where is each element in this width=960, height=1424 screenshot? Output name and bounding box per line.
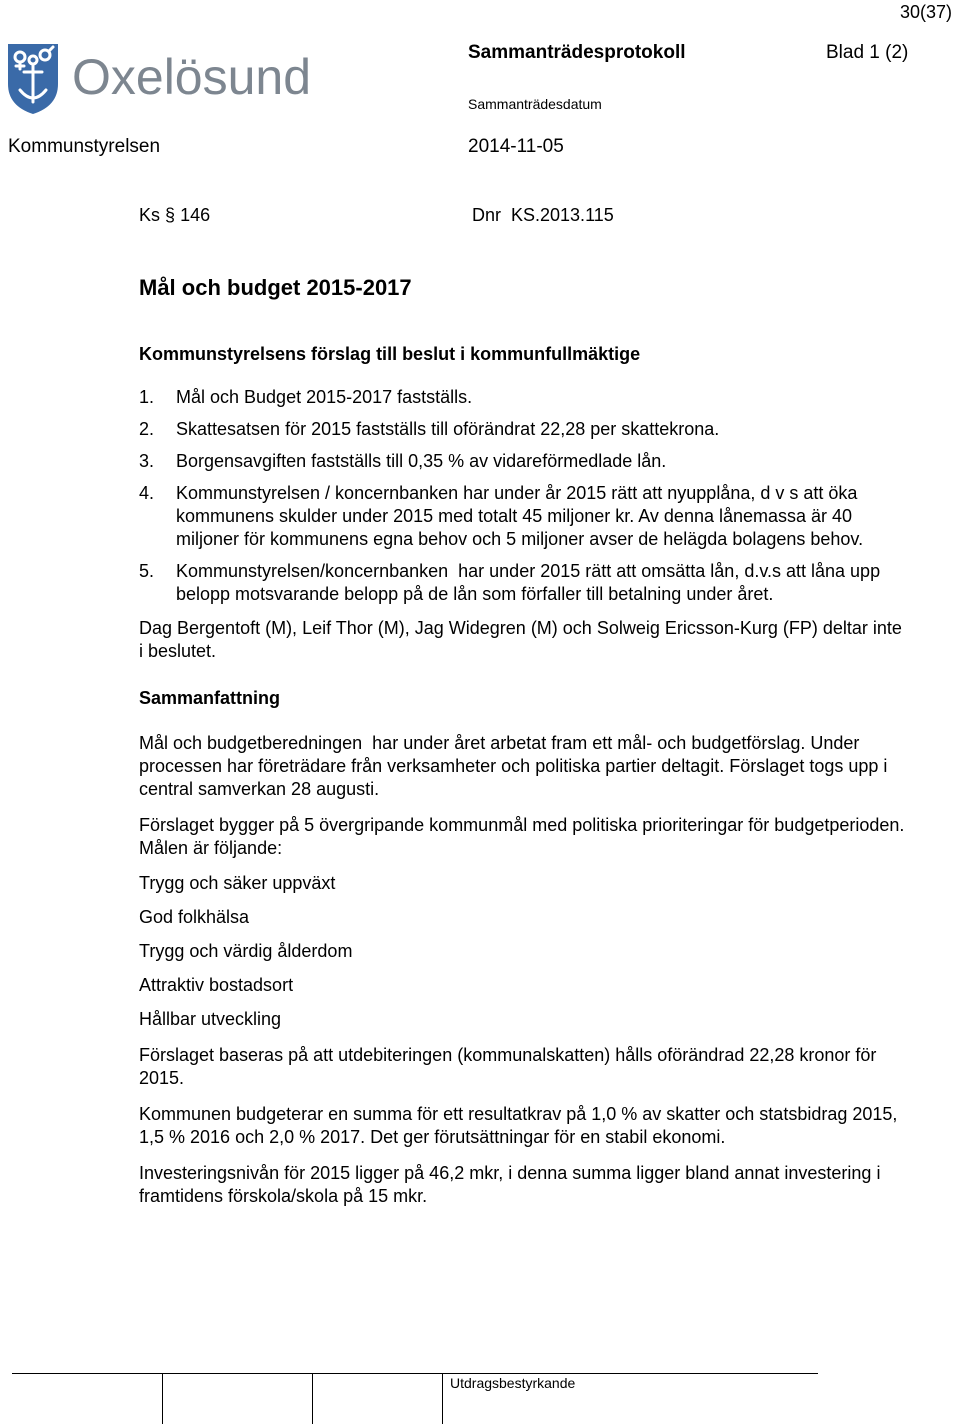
oxelosund-logo bbox=[6, 40, 326, 116]
page-counter: 30(37) bbox=[899, 2, 952, 22]
diary-number: Dnr KS.2013.115 bbox=[472, 205, 614, 225]
certification-label: Utdragsbestyrkande bbox=[450, 1375, 576, 1391]
date-label: Sammanträdesdatum bbox=[468, 96, 602, 112]
decision-list bbox=[139, 386, 909, 606]
signature-box-divider bbox=[442, 1373, 443, 1424]
organization-name: Kommunstyrelsen bbox=[8, 136, 161, 157]
list-item: 3. Borgensavgiften fastställs till 0,35 % av vidareförmedlade lån. bbox=[139, 451, 667, 471]
logo-wordmark: Oxelösund bbox=[72, 49, 312, 105]
goal-item: Trygg och säker uppväxt bbox=[139, 873, 336, 893]
meeting-date: 2014-11-05 bbox=[468, 136, 564, 157]
document-type: Sammanträdesprotokoll bbox=[468, 42, 686, 63]
ks-label: Ks bbox=[139, 205, 161, 225]
list-item: 5. Kommunstyrelsen/koncernbanken har under 2015 rätt att omsätta lån, d.v.s att låna upp belopp motsvarande belopp på de lån som förfaller till betalning under året. bbox=[139, 561, 886, 604]
ks-number: 146 bbox=[180, 205, 211, 225]
list-item: 4. Kommunstyrelsen / koncernbanken har under år 2015 rätt att nyupplåna, d v s att öka kommunens skulder under 2015 med totalt 45 miljoner kr. Av denna lånemassa är 40 miljoner för kommunens egna behov och 5 miljoner avser de helägda bolagens behov. bbox=[139, 483, 864, 549]
goal-list bbox=[139, 872, 909, 1031]
proposal-heading: Kommunstyrelsens förslag till beslut i kommunfullmäktige bbox=[139, 344, 641, 364]
closing-paragraph: Kommunen budgeterar en summa för ett resultatkrav på 1,0 % av skatter och statsbidrag 2015, 1,5 % 2016 och 2,0 % 2017. Det ger förutsättningar för en stabil ekonomi. bbox=[139, 1104, 898, 1147]
goal-item: Trygg och värdig ålderdom bbox=[139, 941, 353, 961]
summary-heading: Sammanfattning bbox=[139, 688, 281, 708]
section-symbol: § bbox=[165, 205, 176, 225]
goal-item: God folkhälsa bbox=[139, 907, 250, 927]
summary-paragraph: Mål och budgetberedningen har under året arbetat fram ett mål- och budgetförslag. Under processen har företrädare från verksamheter och politiska partier deltagit. Förslaget togs upp i central samverkan 28 augusti. bbox=[139, 733, 893, 799]
goal-item: Attraktiv bostadsort bbox=[139, 975, 294, 995]
signature-box-divider bbox=[162, 1373, 163, 1424]
list-item: 2. Skattesatsen för 2015 fastställs till oförändrat 22,28 per skattekrona. bbox=[139, 419, 720, 439]
document-body bbox=[139, 204, 909, 1208]
case-reference bbox=[139, 204, 909, 230]
list-item: 1. Mål och Budget 2015-2017 fastställs. bbox=[139, 387, 473, 407]
closing-paragraph: Investeringsnivån för 2015 ligger på 46,2 mkr, i denna summa ligger bland annat investering i framtidens förskola/skola på 15 mkr. bbox=[139, 1163, 881, 1206]
abstain-note: Dag Bergentoft (M), Leif Thor (M), Jag Widegren (M) och Solweig Ericsson-Kurg (FP) deltar inte i beslutet. bbox=[139, 618, 902, 661]
page-label: Blad 1 (2) bbox=[826, 42, 909, 63]
closing-paragraph: Förslaget baseras på att utdebiteringen (kommunalskatten) hålls oförändrad 22,28 kronor för 2015. bbox=[139, 1045, 877, 1088]
coat-of-arms-icon bbox=[8, 44, 58, 114]
page-title: Mål och budget 2015-2017 bbox=[139, 275, 412, 300]
footer-divider bbox=[12, 1373, 818, 1374]
goal-item: Hållbar utveckling bbox=[139, 1009, 282, 1029]
summary-paragraph: Förslaget bygger på 5 övergripande kommunmål med politiska prioriteringar för budgetperioden. Målen är följande: bbox=[139, 815, 905, 858]
signature-box-divider bbox=[312, 1373, 313, 1424]
